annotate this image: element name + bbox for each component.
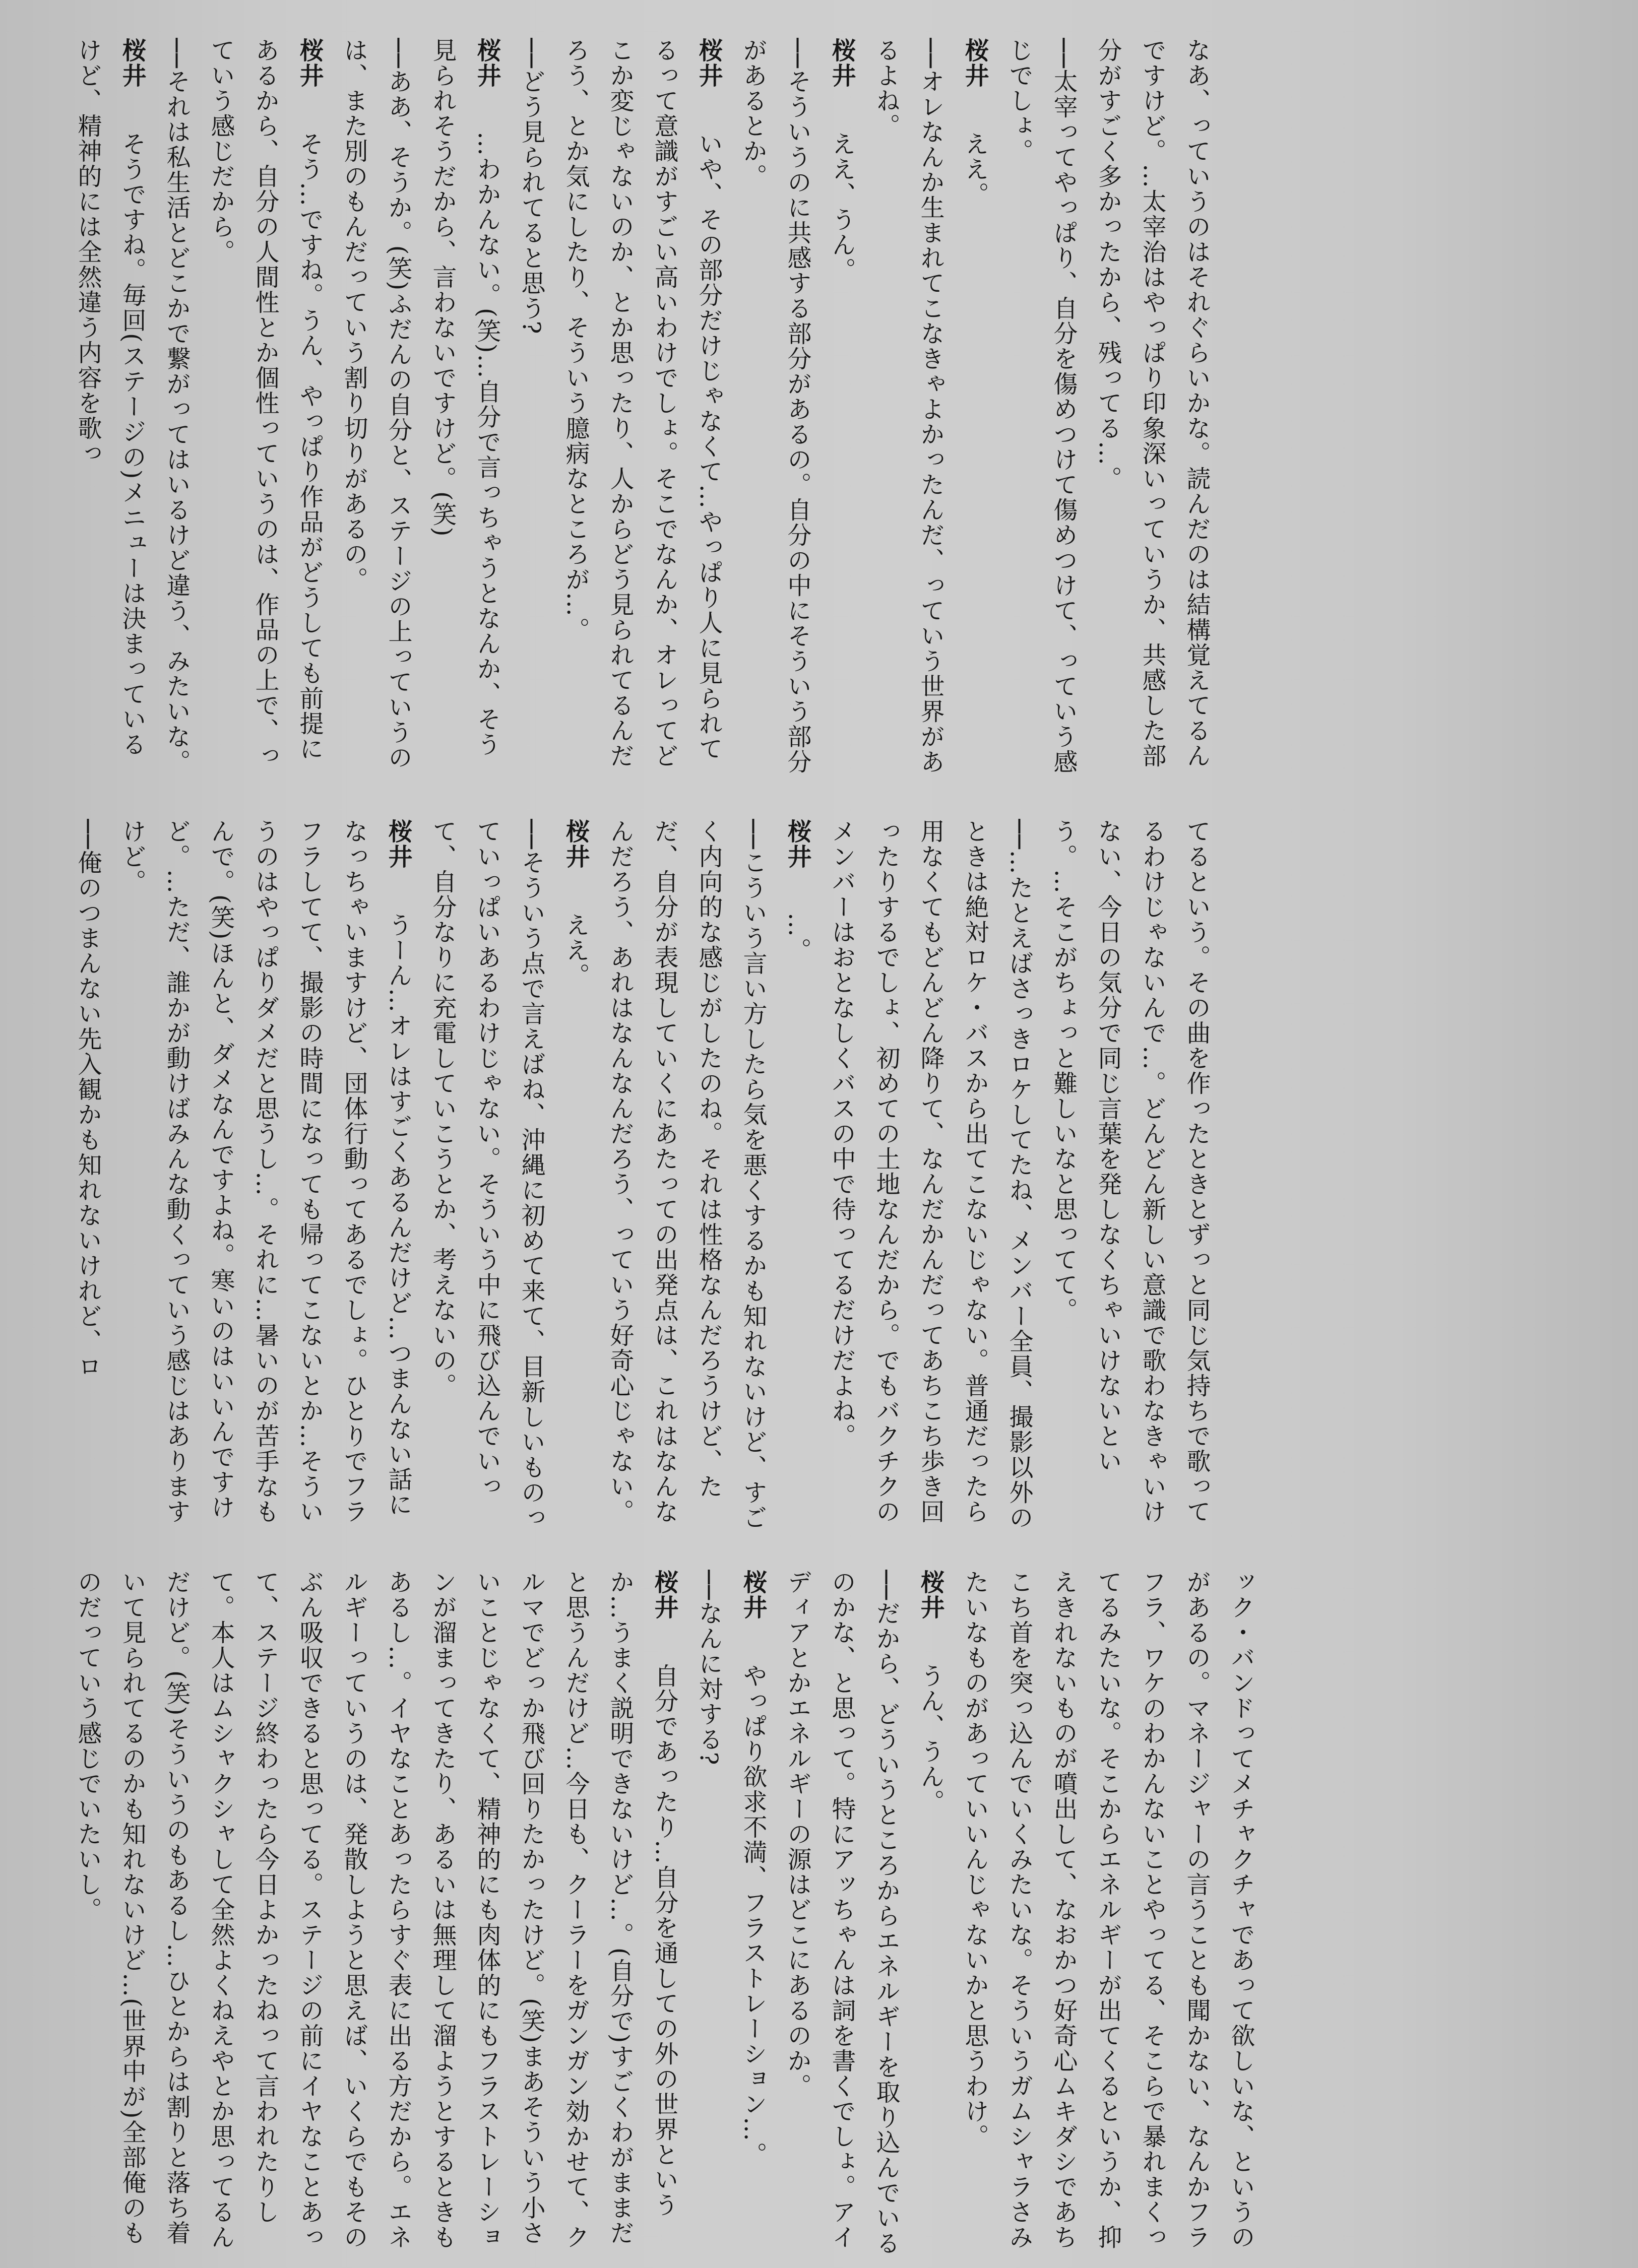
text-tier-middle (66, 819, 1578, 1542)
paragraph-text: うん、うん。 (916, 1663, 944, 1815)
paragraph (420, 819, 553, 1542)
paragraph-text: やっぱり欲求不満、フラストレーション…。 (739, 1663, 767, 2167)
paragraph-text: ──オレなんか生まれてこなきゃよかったんだ、っていう世界があるよね。 (872, 38, 944, 774)
paragraph-text: ──ああ、そうか。(笑)ふだんの自分と、ステージの上っていうのは、また別のもんだっていう割り切りがあるの。 (340, 38, 412, 770)
speaker-label: 桜井 (695, 38, 723, 113)
paragraph (509, 38, 553, 779)
text-tier-bottom (66, 1570, 1578, 2260)
text-tier-top (66, 38, 1578, 779)
paragraph-text: ──俺のつまんない先入観かも知れないけれど、ロ (74, 819, 102, 1379)
paragraph-text: ック・バンドってメチャクチャであって欲しいな、というのがあるの。マネージャーの言うことも聞かない、なんかフラフラ、ワケのわかんないことやってる、そこらで暴れまくってるみたいな。そこからエネルギーが出てくるというか、抑えきれないものが噴出して、なおかつ好奇心ムキダシであちこち首を突っ込んでいくみたいな。そういうガムシャラさみたいなものがあっていいんじゃないかと思うわけ。 (961, 1570, 1255, 2250)
paragraph-text: 自分であったり…自分を通しての外の世界というか…うまく説明できないけど…。(自分で)すごくわがままだと思うんだけど…今日も、クーラーをガンガン効かせて、クルマでどっか飛び回りたかったけど。(笑)まあそういう小さいことじゃなくて、精神的にも肉体的にもフラストレーションが溜まってきたり、あるいは無理して溜ようとするときもあるし…。イヤなことあったらすぐ表に出る方だから。エネルギーっていうのは、発散しようと思えば、いくらでもそのぶん吸収できると思ってる。ステージの前にイヤなことあって、ステージ終わったら今日よかったねって言われたりして。本人はムシャクシャして全然よくねえやとか思ってるんだけど。(笑)そういうのもあるし…ひとからは割りと落ち着いて見られてるのかも知れないけど…(世界中が)全部俺のものだっていう感じでいたいし。 (74, 1570, 678, 2250)
vertical-text-column (66, 819, 1219, 1542)
paragraph-text: いや、その部分だけじゃなくて…やっぱり人に見られてるって意識がすごい高いわけでしょ。そこでなんか、オレってどこか変じゃないのか、とか思ったり、人からどう見られてるんだろう、とか気にしたり、そういう臆病なところが…。 (561, 38, 723, 768)
speaker-label: 桜井 (739, 1570, 767, 1645)
paragraph (66, 38, 154, 779)
paragraph-text: ええ、うん。 (828, 132, 856, 283)
vertical-text-column (66, 38, 1219, 779)
paragraph-text: そうですね。毎回(ステージの)メニューは決まっているけど、精神的には全然違う内容を歌っ (74, 38, 146, 757)
paragraph (553, 819, 598, 1542)
speaker-label: 桜井 (384, 819, 412, 894)
paragraph-text: ──それは私生活とどこかで繋がってはいるけど違う、みたいな。 (162, 38, 191, 774)
speaker-label: 桜井 (961, 38, 989, 113)
paragraph (953, 38, 997, 779)
paragraph (66, 819, 110, 1542)
speaker-label: 桜井 (783, 819, 811, 894)
paragraph-text: うーん…オレはすごくあるんだけど…つまんない話になっちゃいますけど、団体行動ってあるでしょ。ひとりでフラフラしてて、撮影の時間になっても帰ってこないとか…そういうのはやっぱりダメだと思うし…。それに…暑いのが苦手なもんで。(笑)ほんと、ダメなんですよね。寒いのはいいんですけど。…ただ、誰かが動けばみんな動くっていう感じはありますけど。 (118, 819, 412, 1524)
paragraph (420, 38, 509, 779)
paragraph-text: ──どう見られてると思う? (517, 38, 545, 335)
paragraph (598, 819, 775, 1542)
paragraph-text: ──そういう点で言えばね、沖縄に初めて来て、目新しいものっていっぱいあるわけじゃない。そういう中に飛び込んでいって、自分なりに充電していこうとか、考えないの。 (428, 819, 545, 1530)
paragraph (332, 38, 420, 779)
speaker-label: 桜井 (650, 1570, 678, 1645)
paragraph-text: …。 (783, 913, 811, 963)
speaker-label: 桜井 (561, 819, 590, 894)
paragraph (775, 819, 820, 1542)
paragraph (820, 819, 1041, 1542)
paragraph-text: ──太宰ってやっぱり、自分を傷めつけて傷めつけて、っていう感じでしょ。 (1005, 38, 1078, 774)
paragraph (731, 1570, 775, 2260)
speaker-label: 桜井 (473, 38, 501, 113)
paragraph (1041, 819, 1219, 1542)
speaker-label: 桜井 (118, 38, 146, 113)
paragraph (199, 38, 332, 779)
paragraph-text: ええ。 (961, 132, 989, 207)
paragraph (66, 1570, 686, 2260)
paragraph-text: てるという。その曲を作ったときとずっと同じ気持ちで歌ってるわけじゃないんで…。どんどん新しい意識で歌わなきゃいけない、今日の気分で同じ言葉を発しなくちゃいけないという。…そこがちょっと難しいなと思ってて。 (1049, 819, 1211, 1524)
paragraph (686, 1570, 731, 2260)
vertical-text-column (66, 1570, 1263, 2260)
paragraph (953, 1570, 1263, 2260)
paragraph-text: なあ、っていうのはそれぐらいかな。読んだのは結構覚えてるんですけど。…太宰治はやっぱり印象深いっていうか、共感した部分がすごく多かったから、残ってる…。 (1094, 38, 1211, 768)
paragraph-text: ──だから、どういうところからエネルギーを取り込んでいるのかな、と思って。特にアッちゃんは詞を書くでしょ。アイディアとかエネルギーの源はどこにあるのか。 (783, 1570, 900, 2256)
paragraph-text: ──そういうのに共感する部分があるの。自分の中にそういう部分があるとか。 (739, 38, 811, 774)
paragraph-text: ──なんに対する? (695, 1570, 723, 1766)
paragraph (864, 38, 953, 779)
paragraph (553, 38, 731, 779)
paragraph (1086, 38, 1219, 779)
paragraph (110, 819, 420, 1542)
paragraph (997, 38, 1086, 779)
paragraph-text: ──こういう言い方したら気を悪くするかも知れないけど、すごく内向的な感じがしたのね。それは性格なんだろうけど、ただ、自分が表現していくにあたっての出発点は、これはなんなんだろう、あれはなんなんだろう、っていう好奇心じゃない。 (606, 819, 767, 1530)
paragraph (775, 1570, 908, 2260)
paragraph-text: ──…たとえばさっきロケしてたね、メンバー全員、撮影以外のときは絶対ロケ・バスから出てこないじゃない。普通だったら用なくてもどんどん降りて、なんだかんだってあちこち歩き回ったりするでしょ、初めての土地なんだから。でもバクチクのメンバーはおとなしくバスの中で待ってるだけだよね。 (828, 819, 1033, 1530)
paragraph (908, 1570, 953, 2260)
paragraph-text: …わかんない。(笑)…自分で言っちゃうとなんか、そう見られそうだから、言わないですけど。(笑) (428, 38, 501, 757)
paragraph-text: ええ。 (561, 913, 590, 988)
speaker-label: 桜井 (295, 38, 324, 113)
paragraph (154, 38, 199, 779)
paragraph (820, 38, 864, 779)
speaker-label: 桜井 (916, 1570, 944, 1645)
paragraph (731, 38, 820, 779)
speaker-label: 桜井 (828, 38, 856, 113)
paragraph-text: そう…ですね。うん、やっぱり作品がどうしても前提にあるから、自分の人間性とか個性っていうのは、作品の上で、っていう感じだから。 (207, 38, 324, 768)
